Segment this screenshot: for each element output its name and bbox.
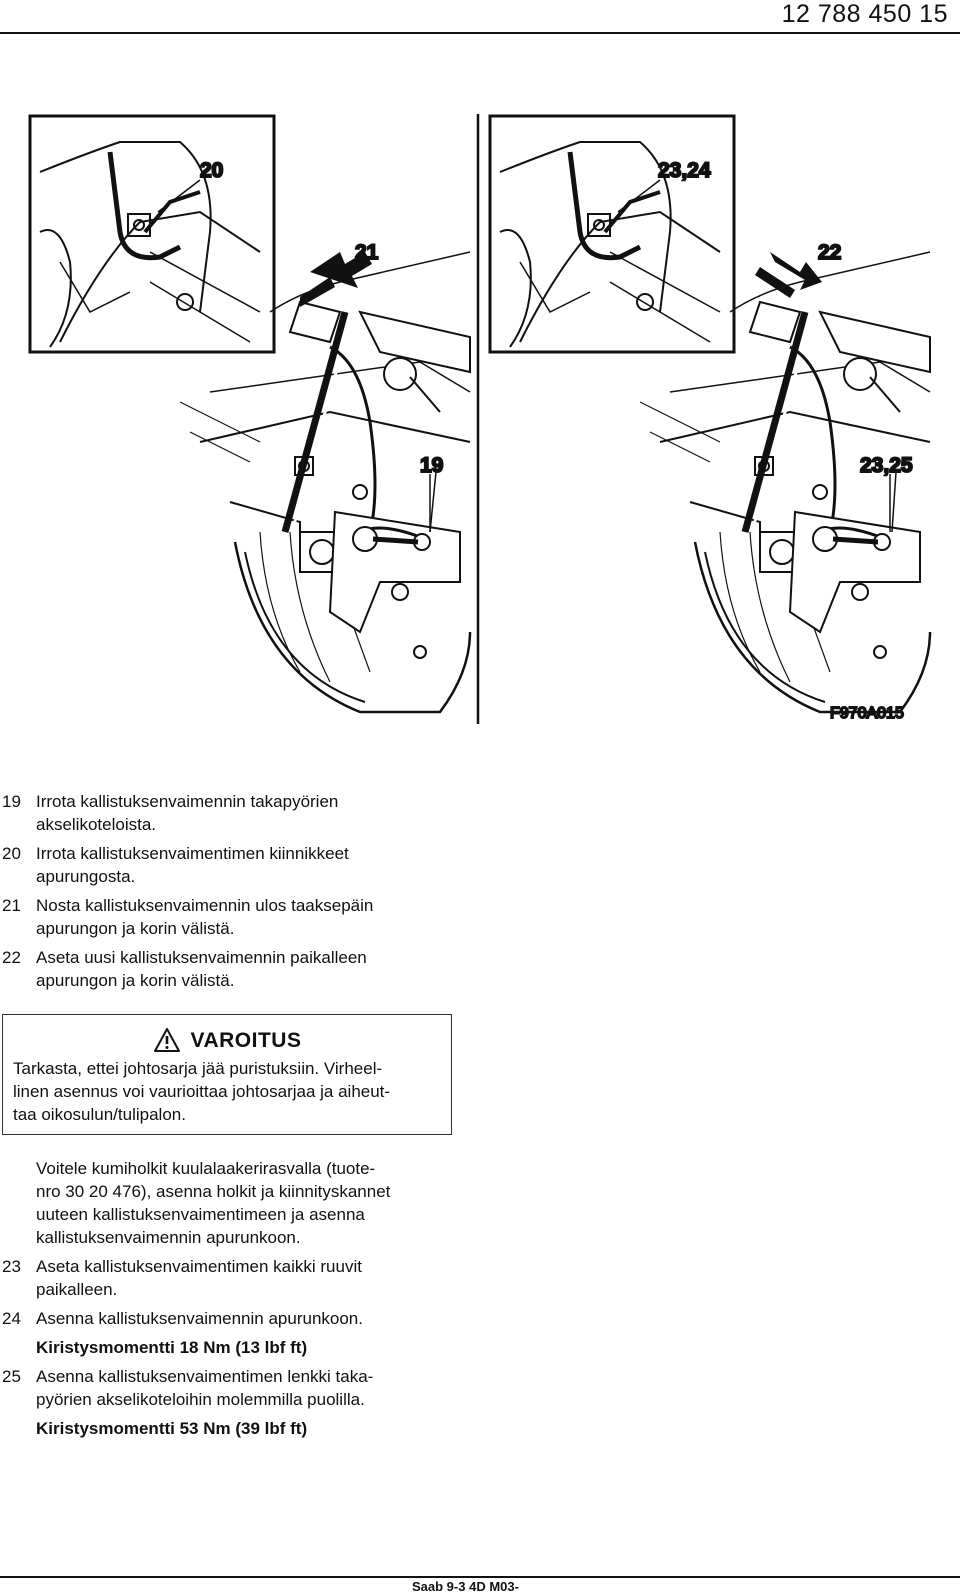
warning-text: Tarkasta, ettei johtosarja jää puristuksiin. Virheel-: [13, 1059, 383, 1078]
paragraph-text: uuteen kallistuksenvaimentimeen ja asenna: [36, 1205, 365, 1224]
warning-text: linen asennus voi vaurioittaa johtosarjaa ja aiheut-: [13, 1082, 391, 1101]
warning-triangle-icon: [153, 1027, 181, 1053]
callout-23-25: 23,25: [860, 454, 913, 477]
figure-code: F970A015: [830, 705, 904, 722]
step-number: 24: [2, 1309, 21, 1328]
page-reference: 12 788 450 15: [781, 0, 948, 28]
left-inset-frame: [30, 116, 274, 352]
right-illustration-panel: [490, 116, 930, 712]
step-number: 25: [2, 1367, 21, 1386]
technical-illustration: [0, 112, 960, 742]
warning-title: VAROITUS: [190, 1028, 302, 1052]
step-number: 19: [2, 792, 21, 811]
callout-21: 21: [355, 241, 379, 264]
step-text: apurungon ja korin välistä.: [36, 919, 235, 938]
callout-22: 22: [818, 241, 842, 264]
step-text: Asenna kallistuksenvaimentimen lenkki taka-: [36, 1367, 374, 1386]
warning-text: taa oikosulun/tulipalon.: [13, 1105, 186, 1124]
paragraph-text: kallistuksenvaimennin apurunkoon.: [36, 1228, 301, 1247]
step-21: [0, 894, 460, 940]
step-text: apurungosta.: [36, 867, 136, 886]
step-text: Aseta kallistuksenvaimentimen kaikki ruuvit: [36, 1257, 362, 1276]
step-number: 20: [2, 844, 21, 863]
footer-model: Saab 9-3 4D M03-: [412, 1579, 519, 1594]
paragraph-text: nro 30 20 476), asenna holkit ja kiinnityskannet: [36, 1182, 391, 1201]
callout-20: 20: [200, 159, 224, 182]
step-text: Nosta kallistuksenvaimennin ulos taaksepäin: [36, 896, 374, 915]
right-inset-frame: [490, 116, 734, 352]
step-25: [0, 1365, 460, 1440]
step-text: pyörien akselikoteloihin molemmilla puolilla.: [36, 1390, 365, 1409]
step-23: [0, 1255, 460, 1301]
paragraph-text: Voitele kumiholkit kuulalaakerirasvalla (tuote-: [36, 1159, 376, 1178]
step-text: Irrota kallistuksenvaimentimen kiinnikkeet: [36, 844, 349, 863]
header-rule: [0, 32, 960, 34]
step-text: paikalleen.: [36, 1280, 118, 1299]
step-number: 21: [2, 896, 21, 915]
step-text: Irrota kallistuksenvaimennin takapyörien: [36, 792, 339, 811]
callout-19: 19: [420, 454, 444, 477]
step-20: [0, 842, 460, 888]
instructions-column: [0, 790, 460, 1446]
step-number: 23: [2, 1257, 21, 1276]
step-text: Asenna kallistuksenvaimennin apurunkoon.: [36, 1309, 363, 1328]
step-22: [0, 946, 460, 992]
step-number: 22: [2, 948, 21, 967]
warning-box: [2, 1014, 452, 1135]
callout-23-24: 23,24: [658, 159, 711, 182]
torque-spec: Kiristysmomentti 18 Nm (13 lbf ft): [36, 1338, 308, 1357]
left-illustration-panel: [30, 116, 470, 712]
step-19: [0, 790, 460, 836]
step-text: akselikoteloista.: [36, 815, 157, 834]
step-text: Aseta uusi kallistuksenvaimennin paikalleen: [36, 948, 367, 967]
step-24: [0, 1307, 460, 1359]
footer-rule: [0, 1576, 960, 1578]
torque-spec: Kiristysmomentti 53 Nm (39 lbf ft): [36, 1419, 308, 1438]
step-text: apurungon ja korin välistä.: [36, 971, 235, 990]
lubrication-paragraph: [36, 1157, 452, 1249]
